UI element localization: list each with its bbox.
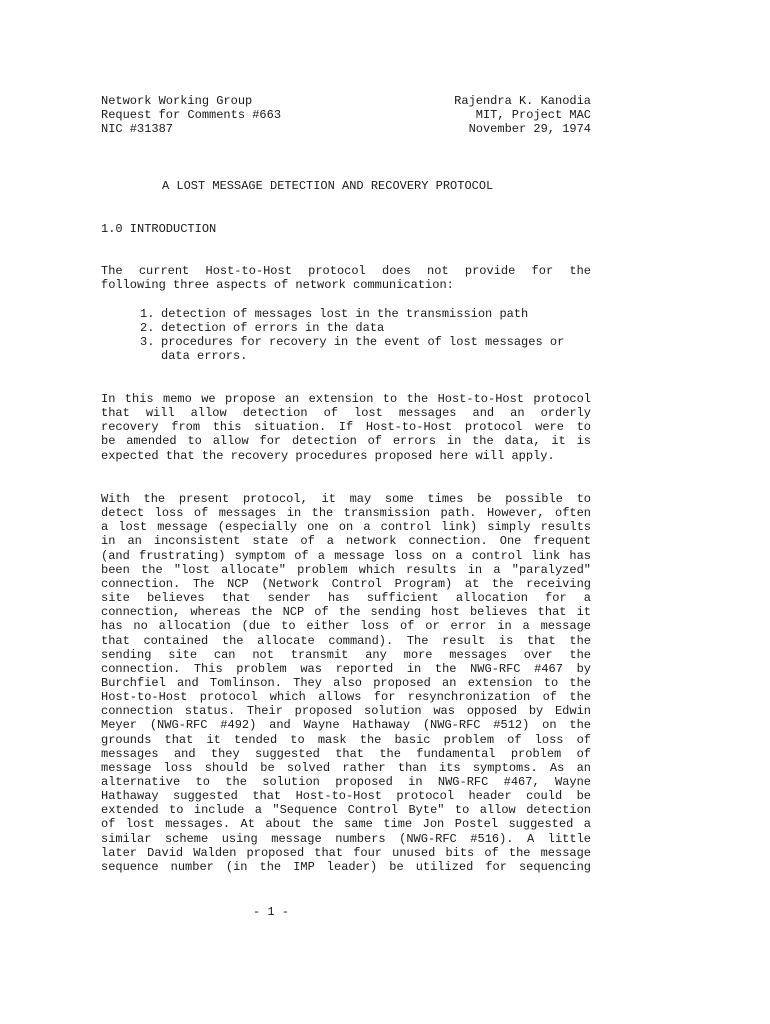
list-item-number: 2. bbox=[140, 321, 155, 336]
paragraph-line: similar scheme using message numbers (NWG-RFC #516). A little bbox=[101, 831, 591, 846]
paragraph-line: recovery from this situation. If Host-to-Host protocol were to bbox=[101, 420, 591, 435]
paragraph-line: In this memo we propose an extension to the Host-to-Host protocol bbox=[101, 392, 591, 406]
header-left-line: Network Working Group bbox=[101, 94, 253, 108]
header-right-line: November 29, 1974 bbox=[468, 122, 591, 137]
section-heading: 1.0 INTRODUCTION bbox=[101, 222, 217, 236]
paragraph-line: that contained the allocate command). The result is that the bbox=[101, 633, 591, 648]
paragraph-line: connection. This problem was reported in the NWG-RFC #467 by bbox=[101, 661, 591, 676]
paragraph-line: has no allocation (due to either loss of or error in a message bbox=[101, 619, 591, 634]
paragraph-line: Meyer (NWG-RFC #492) and Wayne Hathaway (NWG-RFC #512) on the bbox=[101, 718, 591, 733]
list-item-text: procedures for recovery in the event of lost messages or bbox=[161, 335, 565, 350]
header-right-line: MIT, Project MAC bbox=[475, 108, 591, 123]
paragraph-line: site believes that sender has sufficient allocation for a bbox=[101, 591, 591, 606]
paragraph-line: extended to include a "Sequence Control Byte" to allow detection bbox=[101, 803, 591, 818]
paragraph-line: connection. The NCP (Network Control Program) at the receiving bbox=[101, 576, 591, 591]
list-item-number: 3. bbox=[140, 335, 155, 350]
header-left-line: NIC #31387 bbox=[101, 122, 174, 137]
paragraph-line: sequence number (in the IMP leader) be utilized for sequencing bbox=[101, 859, 591, 874]
list-item-text: detection of messages lost in the transmission path bbox=[161, 307, 529, 321]
paragraph-line: following three aspects of network communication: bbox=[101, 278, 454, 293]
page-number: - 1 - bbox=[253, 905, 290, 919]
paragraph-line: With the present protocol, it may some times be possible to bbox=[101, 492, 591, 506]
paragraph-line: messages and they suggested that the fundamental problem of bbox=[101, 746, 591, 761]
paragraph-line: expected that the recovery procedures proposed here will apply. bbox=[101, 448, 555, 463]
paragraph-line: grounds that it tended to mask the basic problem of loss of bbox=[101, 732, 591, 747]
paragraph-line: later David Walden proposed that four unused bits of the message bbox=[101, 845, 591, 860]
header-right-line: Rajendra K. Kanodia bbox=[454, 94, 591, 108]
paragraph-line: connection, whereas the NCP of the sending host believes that it bbox=[101, 605, 591, 620]
paragraph-line: be amended to allow for detection of errors in the data, it is bbox=[101, 434, 591, 449]
list-item-text: detection of errors in the data bbox=[161, 321, 385, 336]
paragraph-line: connection status. Their proposed solution was opposed by Edwin bbox=[101, 704, 591, 719]
paragraph-line: been the "lost allocate" problem which results in a "paralyzed" bbox=[101, 562, 591, 577]
paragraph-line: alternative to the solution proposed in NWG-RFC #467, Wayne bbox=[101, 775, 591, 789]
paragraph-line: of lost messages. At about the same time Jon Postel suggested a bbox=[101, 817, 591, 832]
paragraph-line: a lost message (especially one on a control link) simply results bbox=[101, 520, 591, 535]
header-left-line: Request for Comments #663 bbox=[101, 108, 282, 123]
paragraph-line: sending site can not transmit any more messages over the bbox=[101, 647, 591, 662]
paragraph-line: Host-to-Host protocol which allows for resynchronization of the bbox=[101, 690, 591, 705]
paragraph-line: (and frustrating) symptom of a message loss on a control link has bbox=[101, 548, 591, 563]
paragraph-line: in an inconsistent state of a network connection. One frequent bbox=[101, 534, 591, 549]
paragraph-line: Burchfiel and Tomlinson. They also proposed an extension to the bbox=[101, 675, 591, 690]
paragraph-line: that will allow detection of lost messages and an orderly bbox=[101, 406, 591, 421]
paragraph-line: The current Host-to-Host protocol does not provide for the bbox=[101, 264, 591, 278]
paragraph-line: message loss should be solved rather than its symptoms. As an bbox=[101, 760, 591, 775]
list-item-text: data errors. bbox=[161, 349, 248, 364]
document-title: A LOST MESSAGE DETECTION AND RECOVERY PROTOCOL bbox=[162, 179, 494, 193]
paragraph-line: detect loss of messages in the transmission path. However, often bbox=[101, 506, 591, 521]
list-item-number: 1. bbox=[140, 307, 155, 321]
paragraph-line: Hathaway suggested that Host-to-Host protocol header could be bbox=[101, 789, 591, 804]
